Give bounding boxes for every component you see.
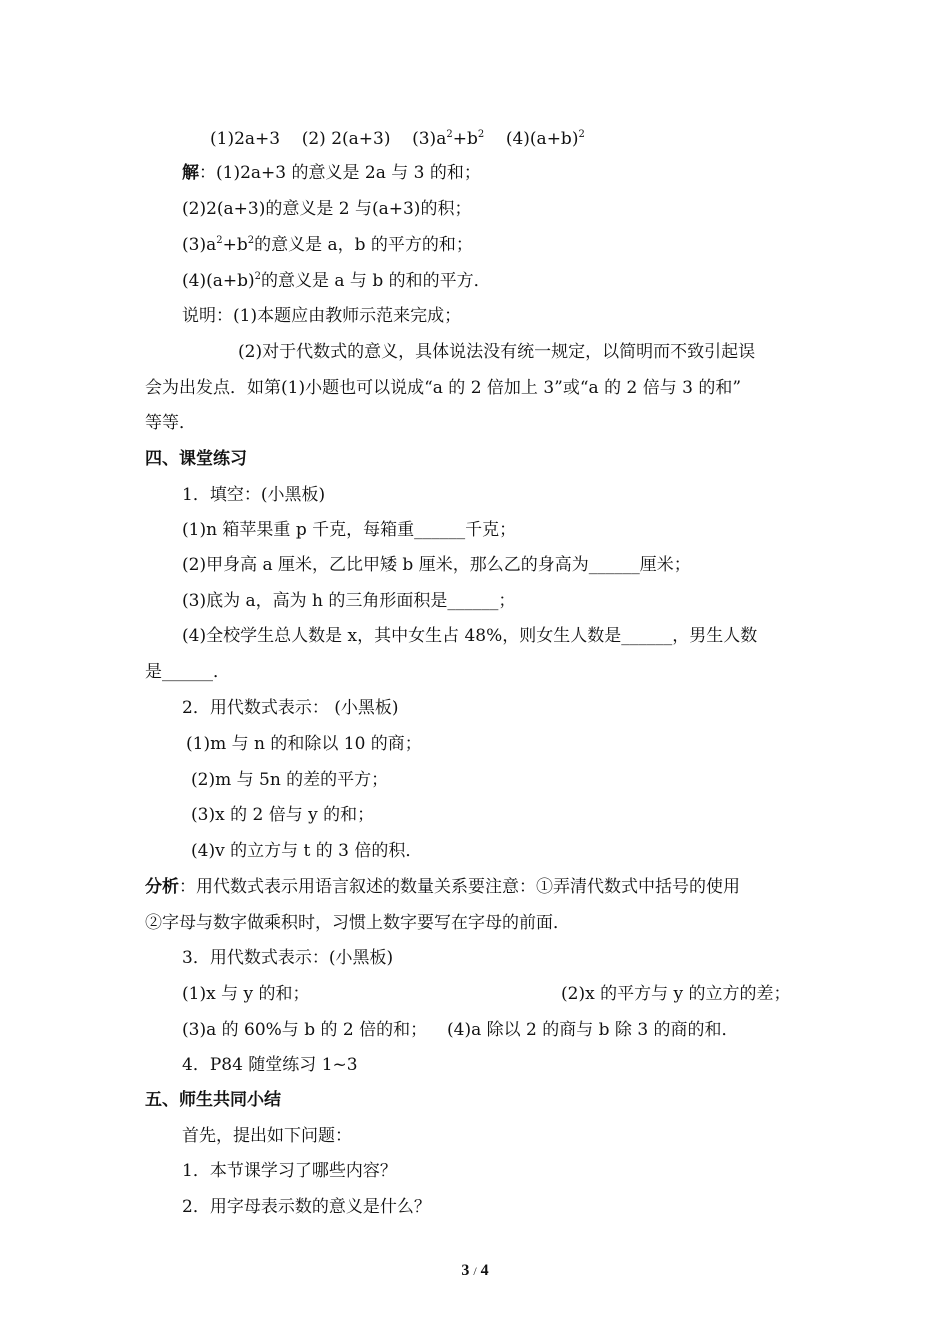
note-line-1: 说明：(1)本题应由教师示范来完成；	[182, 306, 462, 326]
section4-heading: 四、课堂练习	[145, 449, 247, 469]
q1-title: 1．填空：(小黑板)	[182, 485, 326, 505]
section5-heading: 五、师生共同小结	[145, 1090, 281, 1110]
q2-item-1: (1)m 与 n 的和除以 10 的商；	[186, 734, 422, 754]
q3-item-4: (4)a 除以 2 的商与 b 除 3 的商的和．	[447, 1020, 739, 1040]
q2-item-2: (2)m 与 5n 的差的平方；	[191, 770, 389, 790]
q1-item-2: (2)甲身高 a 厘米，乙比甲矮 b 厘米，那么乙的身高为______厘米；	[182, 555, 691, 575]
analysis-line-1: 分析：用代数式表示用语言叙述的数量关系要注意：①弄清代数式中括号的使用	[145, 877, 740, 897]
q4: 4．P84 随堂练习 1~3	[182, 1055, 358, 1075]
q1-item-3: (3)底为 a，高为 h 的三角形面积是______；	[182, 591, 516, 611]
solution-label: 解	[182, 163, 199, 183]
q3-item-1: (1)x 与 y 的和；	[182, 984, 310, 1004]
analysis-label: 分析	[145, 877, 179, 897]
q1-item-4-cont: 是______．	[145, 662, 230, 682]
q3-title: 3．用代数式表示：(小黑板)	[182, 948, 394, 968]
solution-line-2: (2)2(a+3)的意义是 2 与(a+3)的积；	[182, 199, 472, 219]
summary-question-1: 1．本节课学习了哪些内容？	[182, 1161, 397, 1181]
summary-intro: 首先，提出如下问题：	[182, 1126, 352, 1146]
example-items: (1)2a+3 (2) 2(a+3) $(3)a^2+b^2$ $(4)(a+b)^2$	[210, 129, 585, 149]
note-line-2: (2)对于代数式的意义，具体说法没有统一规定，以简明而不致引起误	[238, 342, 756, 362]
q2-title: 2．用代数式表示： (小黑板)	[182, 698, 399, 718]
summary-question-2: 2．用字母表示数的意义是什么？	[182, 1197, 431, 1217]
q2-item-4: (4)v 的立方与 t 的 3 倍的积．	[191, 841, 423, 861]
q1-item-1: (1)n 箱苹果重 p 千克，每箱重______千克；	[182, 520, 517, 540]
solution-line-3: $(3)a^2+b^2$的意义是 a，b 的平方的和；	[182, 235, 473, 255]
q1-item-4: (4)全校学生总人数是 x，其中女生占 48%，则女生人数是______，男生人数	[182, 626, 758, 646]
solution-line-1: 解：(1)2a+3 的意义是 2a 与 3 的和；	[182, 163, 481, 183]
solution-line-4: $(4)(a+b)^2$的意义是 a 与 b 的和的平方．	[182, 271, 491, 291]
analysis-line-2: ②字母与数字做乘积时，习惯上数字要写在字母的前面．	[145, 913, 570, 933]
note-line-3: 会为出发点．如第(1)小题也可以说成“a 的 2 倍加上 3”或“a 的 2 倍与 3 的和”	[145, 378, 742, 398]
page-number: 3 / 4	[461, 1262, 489, 1279]
q3-item-3: (3)a 的 60%与 b 的 2 倍的和；	[182, 1020, 428, 1040]
q2-item-3: (3)x 的 2 倍与 y 的和；	[191, 805, 375, 825]
q3-item-2: (2)x 的平方与 y 的立方的差；	[561, 984, 791, 1004]
note-line-4: 等等．	[145, 413, 196, 433]
